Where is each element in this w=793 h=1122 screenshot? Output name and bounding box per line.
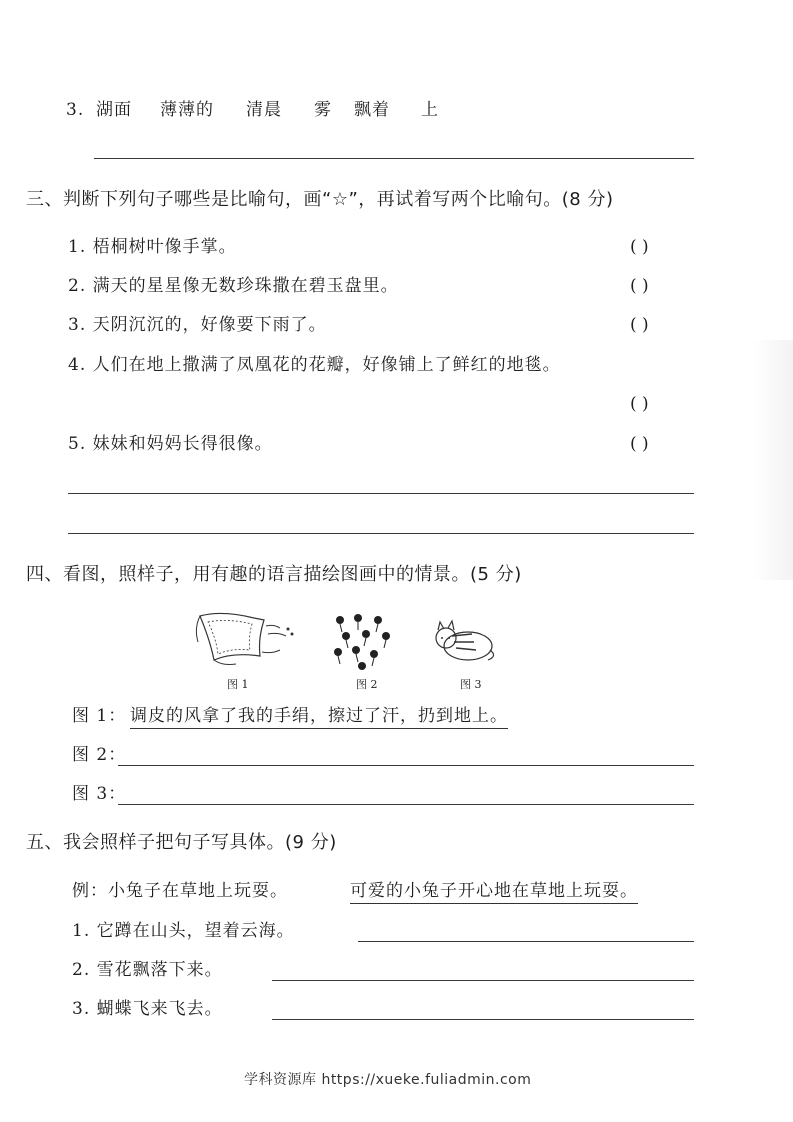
answer-line-s3-1[interactable] xyxy=(68,493,694,494)
answer-line-s5-2[interactable] xyxy=(272,980,694,981)
word-3: 清晨 xyxy=(246,100,282,120)
s5-item-2: 2. 雪花飘落下来。 xyxy=(72,960,223,980)
s3-paren-5[interactable]: ( ) xyxy=(630,434,649,454)
figure1-example-text: 调皮的风拿了我的手绢，擦过了汗，扔到地上。 xyxy=(130,706,508,729)
flowers-figure xyxy=(328,610,398,672)
answer-line-figure2[interactable] xyxy=(118,765,694,766)
figure3-label: 图 3： xyxy=(72,784,127,804)
footer-watermark: 学科资源库 https://xueke.fuliadmin.com xyxy=(244,1072,532,1088)
s5-example-label: 例：小兔子在草地上玩耍。 xyxy=(72,881,288,901)
s3-item-3: 3. 天阴沉沉的，好像要下雨了。 xyxy=(68,315,327,335)
section5-heading: 五、我会照样子把句子写具体。(9 分) xyxy=(26,832,337,853)
s3-paren-4[interactable]: ( ) xyxy=(630,394,649,414)
s3-item-2: 2. 满天的星星像无数珍珠撒在碧玉盘里。 xyxy=(68,276,399,296)
s3-item-5: 5. 妹妹和妈妈长得很像。 xyxy=(68,434,273,454)
s5-example-answer: 可爱的小兔子开心地在草地上玩耍。 xyxy=(350,881,638,904)
caption-figure-2: 图 2 xyxy=(356,678,378,691)
word-6: 上 xyxy=(421,100,439,120)
word-4: 雾 xyxy=(314,100,332,120)
cat-figure xyxy=(432,618,498,666)
s3-paren-2[interactable]: ( ) xyxy=(630,276,649,296)
scan-shadow xyxy=(753,340,793,580)
figure1-label: 图 1： xyxy=(72,706,127,726)
word-5: 飘着 xyxy=(354,100,390,120)
s5-item-1: 1. 它蹲在山头，望着云海。 xyxy=(72,921,295,941)
item3-number: 3. xyxy=(66,100,85,120)
s5-item-3: 3. 蝴蝶飞来飞去。 xyxy=(72,999,223,1019)
section3-heading: 三、判断下列句子哪些是比喻句，画“☆”，再试着写两个比喻句。(8 分) xyxy=(26,189,614,210)
answer-line-item3[interactable] xyxy=(94,158,694,159)
caption-figure-1: 图 1 xyxy=(227,678,249,691)
word-1: 湖面 xyxy=(96,100,132,120)
s3-item-4: 4. 人们在地上撒满了凤凰花的花瓣，好像铺上了鲜红的地毯。 xyxy=(68,355,561,375)
word-2: 薄薄的 xyxy=(160,100,214,120)
s3-item-1: 1. 梧桐树叶像手掌。 xyxy=(68,237,237,257)
answer-line-s5-1[interactable] xyxy=(358,941,694,942)
s3-paren-1[interactable]: ( ) xyxy=(630,237,649,257)
section4-heading: 四、看图，照样子，用有趣的语言描绘图画中的情景。(5 分) xyxy=(26,564,522,585)
handkerchief-figure xyxy=(192,608,302,670)
caption-figure-3: 图 3 xyxy=(460,678,482,691)
figure2-label: 图 2： xyxy=(72,745,127,765)
answer-line-s5-3[interactable] xyxy=(272,1019,694,1020)
answer-line-figure3[interactable] xyxy=(118,804,694,805)
s3-paren-3[interactable]: ( ) xyxy=(630,315,649,335)
answer-line-s3-2[interactable] xyxy=(68,533,694,534)
